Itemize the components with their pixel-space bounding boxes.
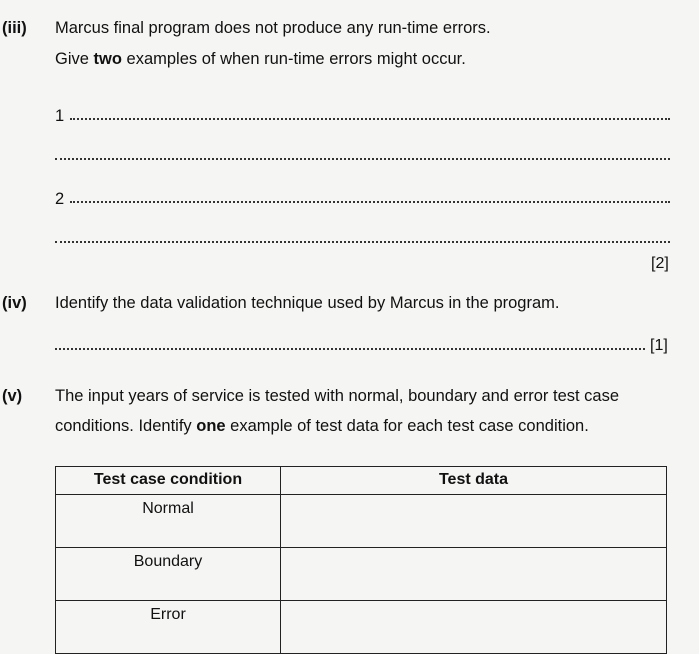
answer-2-label: 2 (55, 190, 65, 208)
table-row (56, 495, 667, 548)
answer-2-line-a[interactable] (70, 201, 670, 203)
test-data-cell-boundary[interactable] (281, 548, 667, 601)
condition-cell-normal: Normal (56, 495, 281, 548)
question-iii-text-line2 (55, 49, 466, 69)
marks-iv: [1] (650, 337, 668, 354)
marks-iii: [2] (651, 255, 669, 272)
question-v-text-part: conditions. Identify (55, 417, 197, 435)
answer-iv-line[interactable] (55, 348, 645, 350)
question-iii-text-line1: Marcus final program does not produce any run-time errors. (55, 19, 491, 37)
question-iii-text-part: Give (55, 50, 94, 68)
question-v-text-part: example of test data for each test case condition. (225, 417, 589, 435)
condition-cell-boundary: Boundary (56, 548, 281, 601)
question-number-v: (v) (2, 387, 23, 405)
question-v-text-line2 (55, 416, 589, 436)
answer-1-label: 1 (55, 107, 65, 125)
condition-cell-error: Error (56, 601, 281, 654)
question-v-text-line1: The input years of service is tested with normal, boundary and error test case (55, 387, 620, 405)
table-header-row (56, 467, 667, 495)
answer-1-line-a[interactable] (70, 118, 670, 120)
question-number-iii: (iii) (2, 19, 27, 37)
column-header-condition: Test case condition (56, 467, 281, 495)
question-iii-emphasis: two (93, 50, 122, 68)
test-data-cell-error[interactable] (281, 601, 667, 654)
answer-2-line-b[interactable] (55, 241, 670, 243)
question-v-emphasis: one (196, 417, 226, 435)
table-row (56, 601, 667, 654)
question-number-iv: (iv) (2, 294, 27, 312)
question-iii-text-part: examples of when run-time errors might occur. (121, 50, 466, 68)
column-header-test-data: Test data (281, 467, 667, 495)
test-case-table (55, 466, 667, 654)
answer-1-line-b[interactable] (55, 158, 670, 160)
test-data-cell-normal[interactable] (281, 495, 667, 548)
question-iv-text: Identify the data validation technique used by Marcus in the program. (55, 294, 560, 312)
table-row (56, 548, 667, 601)
